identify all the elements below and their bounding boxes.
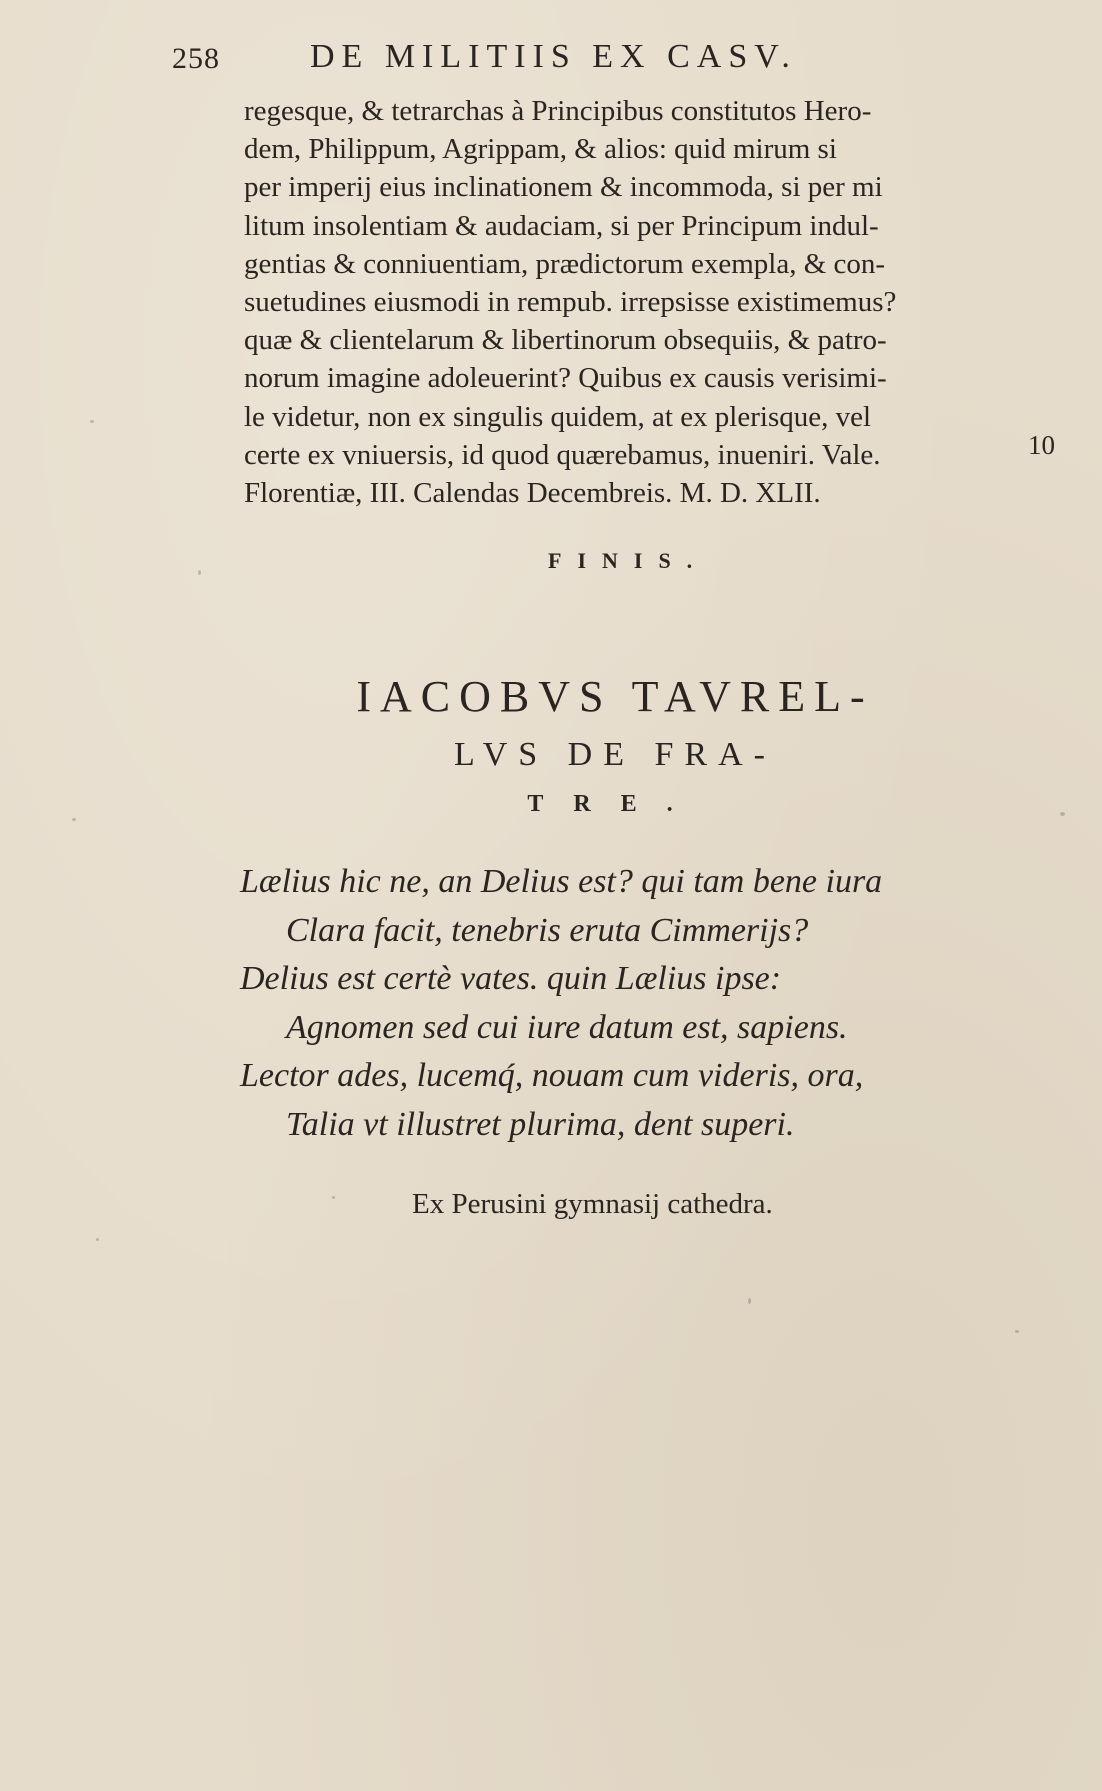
poem-title (200, 668, 1030, 824)
paper-speck (748, 1298, 751, 1304)
poem-title-line: TRE. (527, 791, 703, 817)
page-header (172, 38, 952, 82)
body-line: quæ & clientelarum & libertinorum obsequiis, & patro- (244, 324, 887, 357)
body-line: per imperij eius inclinationem & incommoda, si per mi (244, 171, 883, 204)
poem-title-line: LVS DE FRA- (454, 736, 776, 773)
paper-speck (96, 1238, 99, 1241)
body-line: regesque, & tetrarchas à Principibus constitutos Hero- (244, 95, 872, 127)
finis-mark: FINIS. (548, 548, 709, 573)
paper-speck (1015, 1330, 1019, 1333)
paper-speck (72, 818, 76, 821)
body-line: gentias & conniuentiam, prædictorum exempla, & con- (244, 247, 886, 280)
body-line: litum insolentiam & audaciam, si per Principum indul- (244, 209, 879, 242)
body-paragraph (244, 92, 1024, 512)
poem-source: Ex Perusini gymnasij cathedra. (412, 1188, 773, 1220)
body-line: Florentiæ, III. Calendas Decembreis. M. D. XLII. (244, 476, 821, 509)
page-number: 258 (172, 42, 220, 75)
paper-speck (1060, 812, 1065, 816)
body-line: dem, Philippum, Agrippam, & alios: quid mirum si (244, 133, 837, 166)
body-line: le videtur, non ex singulis quidem, at ex plerisque, vel (244, 400, 872, 433)
poem-line: Talia vt illustret plurima, dent superi. (286, 1105, 795, 1143)
running-head: DE MILITIIS EX CASV. (310, 38, 797, 75)
paper-speck (332, 1196, 335, 1199)
poem-line: Delius est certè vates. quin Lælius ipse: (240, 960, 782, 997)
body-line: norum imagine adoleuerint? Quibus ex causis verisimi- (244, 362, 887, 395)
paper-speck (90, 420, 94, 423)
paper-speck (198, 570, 201, 575)
poem-line: Lector ades, lucemq́, nouam cum videris, ora, (240, 1057, 864, 1094)
poem-line: Agnomen sed cui iure datum est, sapiens. (286, 1008, 848, 1046)
poem-line: Lælius hic ne, an Delius est? qui tam bene iura (240, 863, 883, 900)
body-line: suetudines eiusmodi in rempub. irrepsisse existimemus? (244, 285, 897, 318)
poem-line: Clara facit, tenebris eruta Cimmerijs? (286, 911, 809, 949)
margin-line-number: 10 (1028, 430, 1055, 460)
body-line: certe ex vniuersis, id quod quærebamus, inueniri. Vale. (244, 438, 881, 471)
poem-title-line: IACOBVS TAVREL- (356, 672, 874, 721)
poem (240, 858, 1020, 1149)
